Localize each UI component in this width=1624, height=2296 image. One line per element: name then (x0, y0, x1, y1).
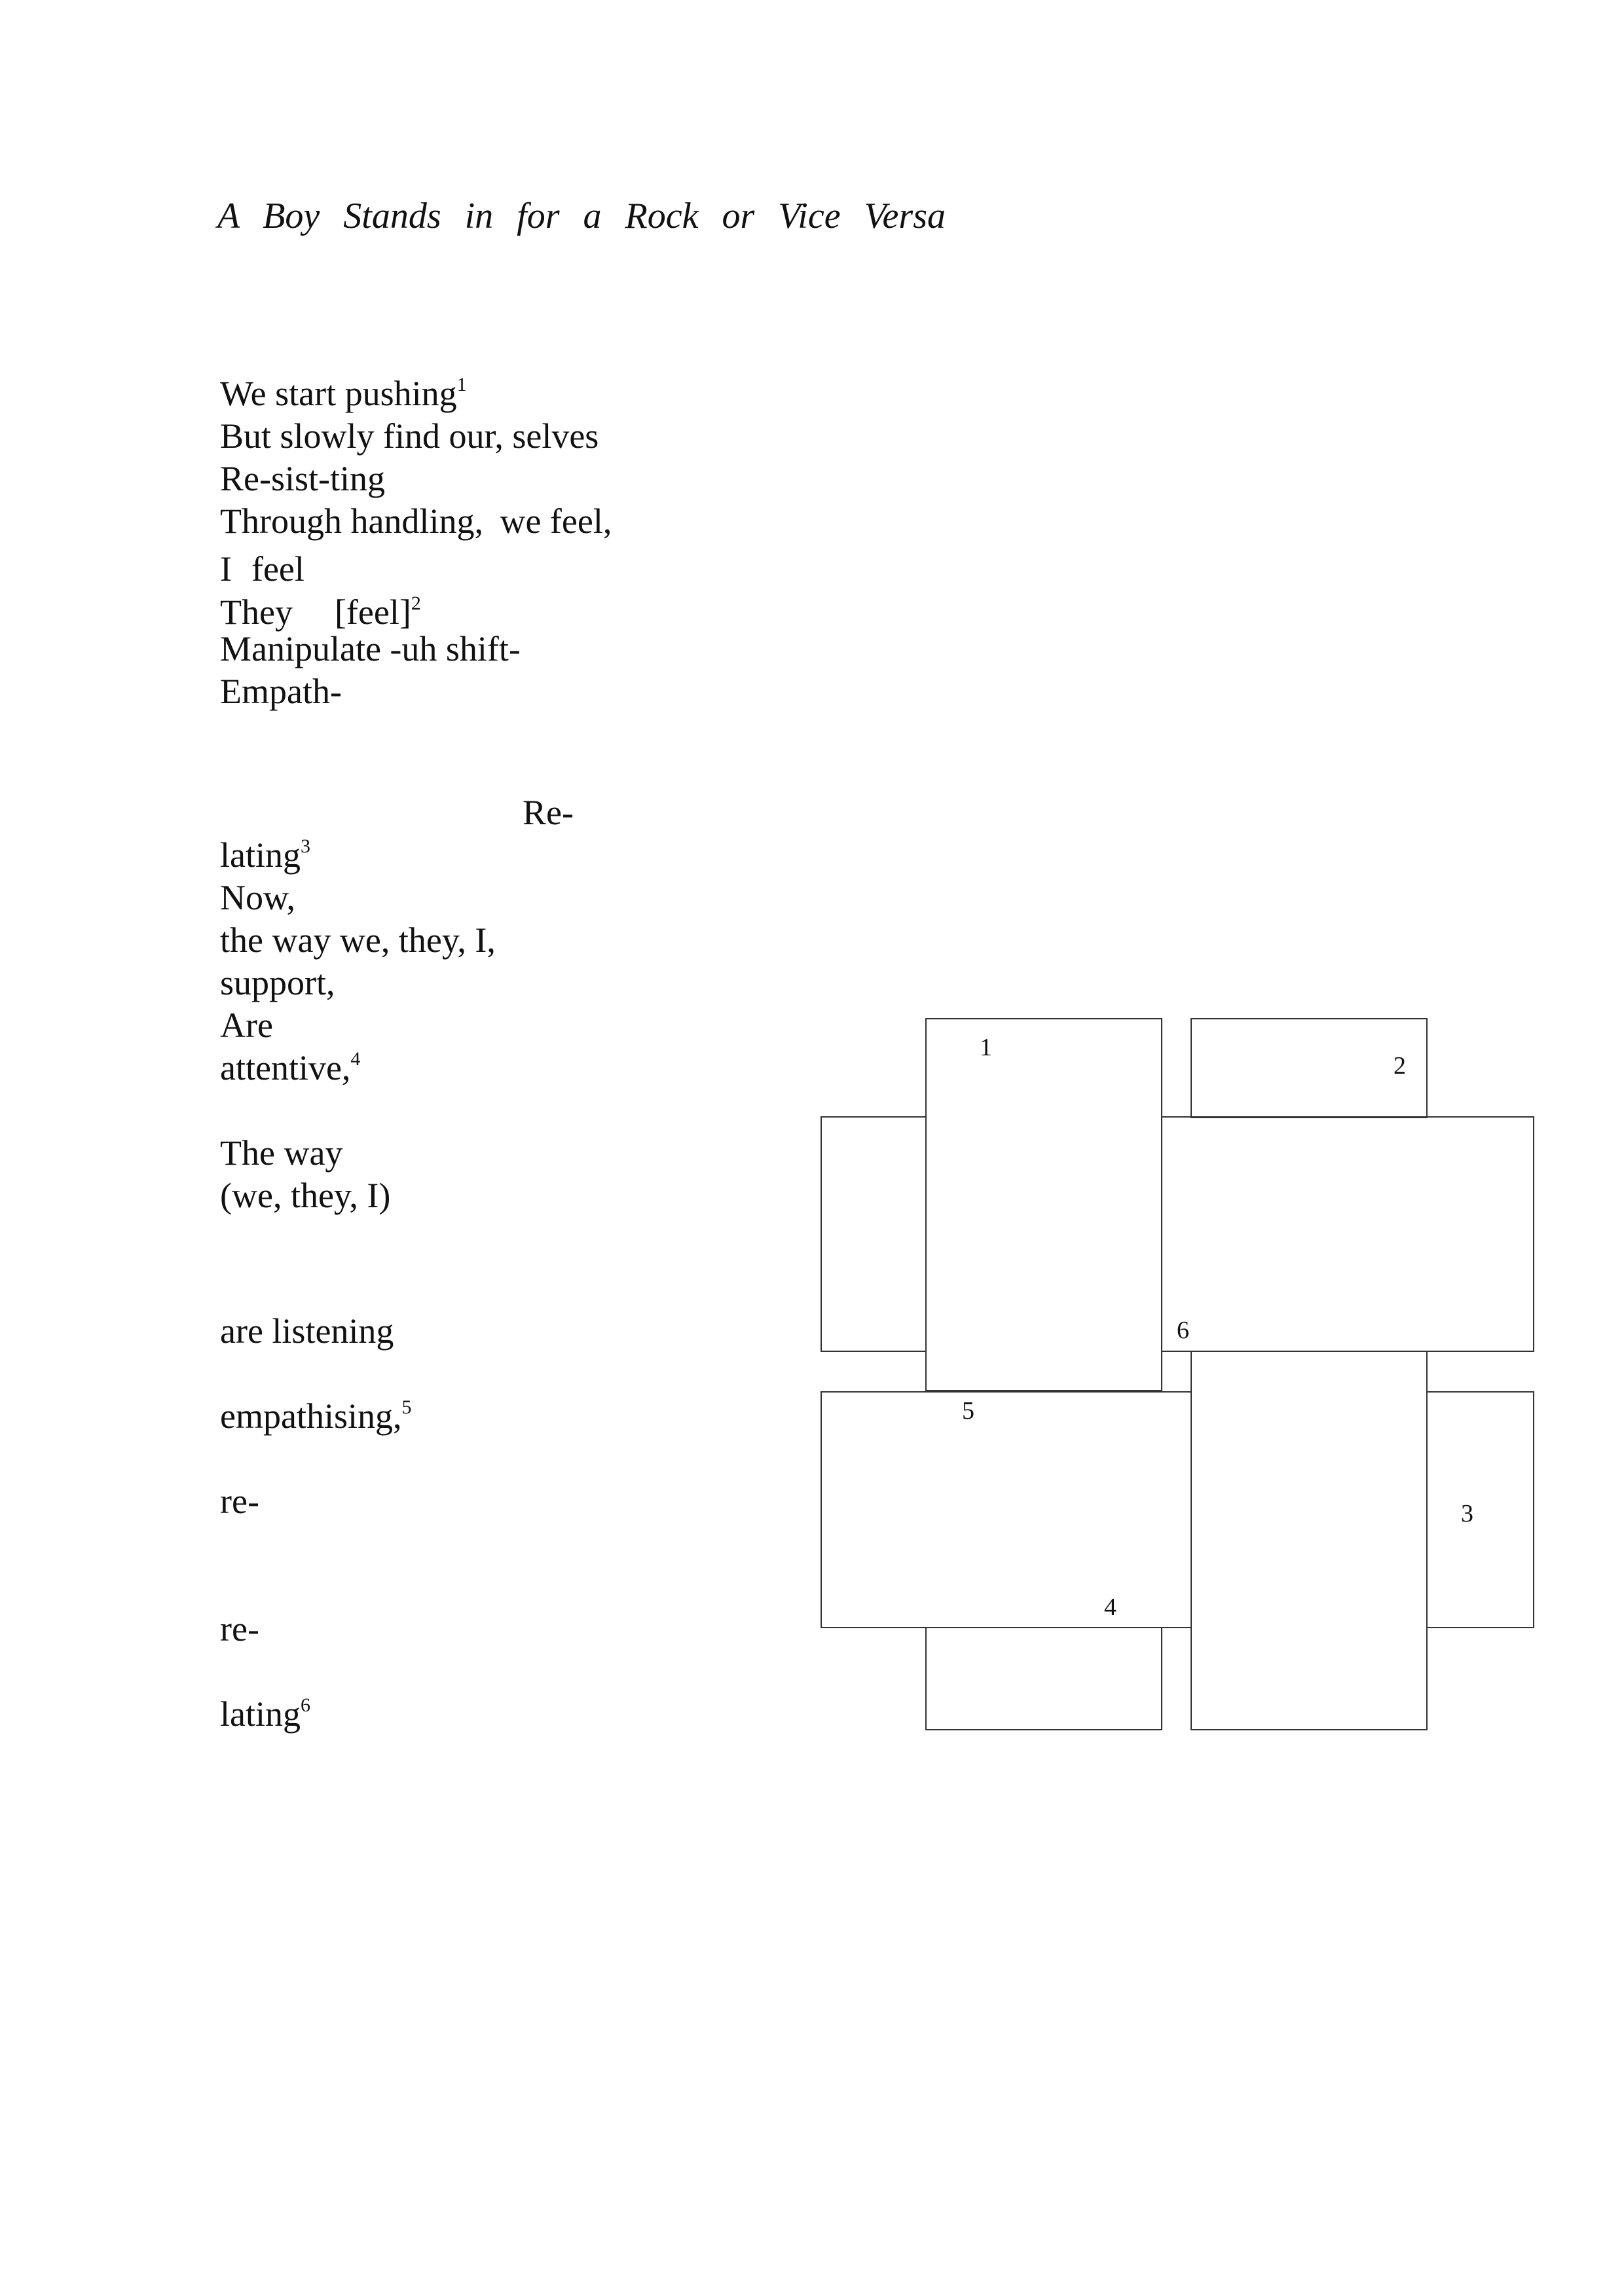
poem-title: A Boy Stands in for a Rock or Vice Versa (217, 196, 946, 236)
poem-line-19-text: empathising, (220, 1396, 402, 1436)
diagram-bottom-block (925, 1627, 1162, 1730)
poem-line-18: are listening (220, 1311, 394, 1351)
diagram-block-5 (821, 1391, 1192, 1628)
diagram-label-3: 3 (1461, 1500, 1473, 1527)
poem-line-15 (220, 1049, 360, 1087)
poem-line-1-text: We start pushing (220, 374, 457, 413)
footnote-marker-4: 4 (350, 1048, 361, 1070)
poem-line-13: support, (220, 963, 335, 1002)
poem-line-2: But slowly find our, selves (220, 416, 599, 456)
footnote-marker-1: 1 (456, 374, 467, 395)
diagram-block-3 (1426, 1391, 1534, 1628)
poem-line-4-part-a: Through handling, (220, 501, 483, 541)
poem-line-7: Manipulate -uh shift- (220, 629, 521, 668)
diagram-left-horizontal-block (821, 1116, 927, 1352)
poem-line-8: Empath- (220, 672, 342, 711)
poem-line-10-text: lating (220, 835, 301, 875)
footnote-marker-6: 6 (300, 1694, 310, 1716)
poem-line-6-part-a: They (220, 592, 293, 632)
poem-line-21: re- (220, 1609, 259, 1649)
footnote-marker-5: 5 (401, 1396, 412, 1418)
poem-line-6 (220, 593, 421, 632)
diagram-label-6: 6 (1177, 1317, 1189, 1344)
poem-line-14: Are (220, 1006, 273, 1045)
poem-line-19 (220, 1397, 411, 1436)
poem-line-22-text: lating (220, 1694, 301, 1734)
poem-line-9: Re- (523, 793, 574, 832)
poem-line-15-text: attentive, (220, 1048, 351, 1087)
footnote-marker-2: 2 (411, 592, 421, 614)
poem-line-4 (220, 502, 612, 541)
diagram-right-horizontal-block (1161, 1116, 1534, 1352)
diagram-block-2 (1190, 1018, 1428, 1118)
diagram-vertical-block-lower (1190, 1351, 1428, 1730)
poem-line-11: Now, (220, 878, 295, 917)
poem-line-16: The way (220, 1133, 343, 1173)
poem-line-10 (220, 836, 310, 875)
poem-line-5-part-b: feel (251, 549, 304, 589)
poem-line-17: (we, they, I) (220, 1176, 391, 1215)
poem-line-3: Re-sist-ting (220, 459, 385, 498)
poem-line-4-part-b: we feel, (500, 501, 612, 541)
diagram-label-4: 4 (1104, 1594, 1116, 1621)
poem-line-1 (220, 374, 467, 413)
footnote-marker-3: 3 (300, 835, 310, 857)
diagram-label-2: 2 (1393, 1052, 1406, 1080)
poem-line-5-part-a: I (220, 549, 232, 589)
diagram-label-1: 1 (980, 1034, 992, 1061)
poem-line-12: the way we, they, I, (220, 920, 496, 960)
poem-line-20: re- (220, 1482, 259, 1521)
diagram-vertical-block-1 (925, 1018, 1162, 1391)
poem-line-22 (220, 1695, 310, 1734)
poem-line-5 (220, 550, 304, 589)
poem-line-6-part-b: [feel] (334, 592, 411, 632)
diagram-label-5: 5 (962, 1397, 974, 1425)
